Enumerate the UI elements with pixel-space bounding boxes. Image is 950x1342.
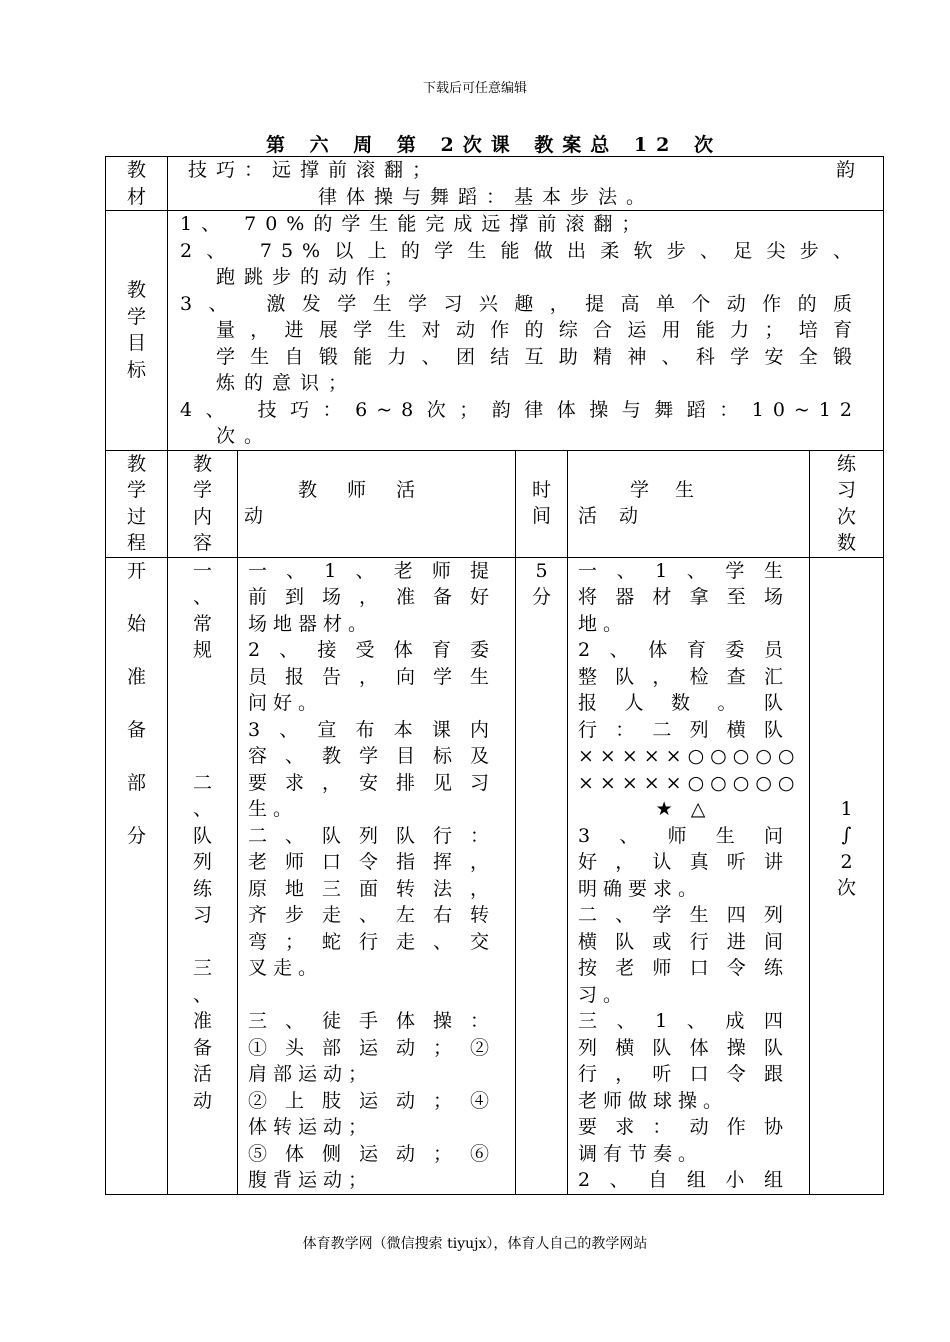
goals-line: 2、 75%以上的学生能做出柔软步、足尖步、 xyxy=(180,239,862,262)
student-activity-line: 将器材拿至场 xyxy=(578,586,789,608)
teacher-activity-line: 原地三面转法， xyxy=(248,877,495,900)
teacher-activity-line: 叉走。 xyxy=(248,957,324,979)
start-content xyxy=(168,557,238,1194)
start-reps xyxy=(810,557,884,1194)
teacher-activity-line: 问好。 xyxy=(248,692,324,714)
student-activity-line: 地。 xyxy=(578,612,629,635)
teacher-activity-line: 弯；蛇行走、交 xyxy=(248,930,495,953)
student-activity xyxy=(568,557,810,1194)
teacher-activity-line: 3、宣布本课内 xyxy=(248,718,495,741)
goals-row xyxy=(106,211,884,451)
start-content-char: 、 xyxy=(192,798,212,820)
teacher-activity-line: 体转运动； xyxy=(248,1116,374,1138)
time-header xyxy=(516,450,568,557)
process-header-char: 学 xyxy=(126,479,146,501)
start-part-char xyxy=(106,690,167,717)
student-activity-line: 老师做球操。 xyxy=(578,1089,729,1112)
reps-header xyxy=(810,450,884,557)
student-activity-line: 按老师口令练 xyxy=(578,957,789,979)
start-content-char: 二 xyxy=(192,771,212,794)
goals-content xyxy=(168,211,884,451)
start-content-char: 、 xyxy=(192,983,212,1006)
student-activity-line: 二、学生四列 xyxy=(578,904,789,926)
student-activity-line: ★ △ xyxy=(655,798,712,820)
student-activity-line: 行：二列横队 xyxy=(578,718,789,741)
start-content-char: 三 xyxy=(192,957,212,979)
teacher-activity-line: 老师口令指挥， xyxy=(248,851,495,873)
material-row xyxy=(106,157,884,211)
content-header-char: 学 xyxy=(192,479,212,501)
teacher-activity-line: 肩部运动； xyxy=(248,1063,374,1085)
teacher-activity-line: 2、接受体育委 xyxy=(248,639,495,661)
goals-label-char: 目 xyxy=(126,332,146,355)
goals-label-char: 教 xyxy=(126,279,146,302)
start-reps-char: ∫ xyxy=(841,824,852,846)
start-part-char xyxy=(106,743,167,770)
student-header-line2: 活 动 xyxy=(578,505,647,527)
time-header-char: 间 xyxy=(531,505,551,527)
teacher-activity-line: 一、1、老师提 xyxy=(248,559,495,582)
goals-line: 3、 激发学生学习兴趣，提高单个动作的质 xyxy=(180,292,862,315)
start-part-char: 部 xyxy=(126,771,146,794)
material-line1-tail: 韵 xyxy=(836,159,856,181)
goals-line: 量，进展学生对动作的综合运用能力；培育 xyxy=(216,319,862,341)
student-activity-line: 调有节奏。 xyxy=(578,1142,704,1165)
reps-header-char: 数 xyxy=(837,532,857,554)
content-header-char: 教 xyxy=(192,452,212,475)
start-part-char xyxy=(106,637,167,664)
reps-header-char: 次 xyxy=(837,505,857,528)
start-reps-char: 2 xyxy=(840,850,853,873)
student-activity-line: 列横队体操队 xyxy=(578,1036,789,1059)
student-activity-line: 三、1、成四 xyxy=(578,1010,789,1032)
student-activity-line: ×××××○○○○○ xyxy=(578,771,801,794)
start-content-char: 动 xyxy=(192,1089,212,1112)
content-header xyxy=(168,450,238,557)
start-reps-char: 次 xyxy=(837,877,857,899)
teacher-activity xyxy=(238,557,516,1194)
process-header-row xyxy=(106,450,884,557)
student-header-line1: 学 生 xyxy=(630,478,705,501)
start-content-char: 准 xyxy=(192,1010,212,1032)
goals-line: 1、 70%的学生能完成远撑前滚翻； xyxy=(180,213,650,235)
start-part-char: 始 xyxy=(126,612,146,635)
start-content-char xyxy=(168,717,237,744)
teacher-activity-line: 腹背运动； xyxy=(248,1169,374,1191)
teacher-activity-line: 三、徒手体操： xyxy=(248,1010,495,1032)
start-content-char xyxy=(168,929,237,956)
start-content-char: 备 xyxy=(192,1036,212,1059)
teacher-activity-line: 场地器材。 xyxy=(248,612,374,635)
material-label xyxy=(106,157,168,211)
teacher-activity-header xyxy=(238,450,516,557)
goals-line: 跑跳步的动作； xyxy=(216,266,413,288)
start-part-char: 准 xyxy=(126,665,146,688)
start-content-char: 练 xyxy=(192,877,212,900)
student-activity-line: 横队或行进间 xyxy=(578,930,789,953)
material-line2: 律体操与舞蹈：基本步法。 xyxy=(318,185,655,208)
teacher-activity-line: ⑤体侧运动；⑥ xyxy=(248,1142,495,1165)
start-content-char xyxy=(168,664,237,691)
footer-text: 体育教学网（微信搜索 tiyujx），体育人自己的教学网站 xyxy=(302,1236,648,1252)
process-header xyxy=(106,450,168,557)
student-activity-line: 一、1、学生 xyxy=(578,559,789,582)
reps-header-char: 习 xyxy=(837,479,857,501)
teacher-activity-line: ①头部运动；② xyxy=(248,1036,495,1059)
teacher-activity-line: 员报告，向学生 xyxy=(248,665,495,688)
start-content-char: 、 xyxy=(192,586,212,608)
teacher-activity-line: 要求，安排见习 xyxy=(248,771,495,794)
student-activity-header xyxy=(568,450,810,557)
start-content-char: 队 xyxy=(192,824,212,847)
student-activity-line: 明确要求。 xyxy=(578,877,704,900)
material-content xyxy=(168,157,884,211)
teacher-activity-line: 前到场，准备好 xyxy=(248,586,495,608)
student-activity-line: 要求：动作协 xyxy=(578,1116,789,1138)
content-header-char: 容 xyxy=(192,532,212,554)
teacher-activity-line: 二、队列队行： xyxy=(248,824,495,847)
lesson-plan-table xyxy=(105,156,884,1195)
start-content-char: 一 xyxy=(192,559,212,582)
student-activity-line: ×××××○○○○○ xyxy=(578,745,801,767)
student-activity-line: 好，认真听讲 xyxy=(578,851,789,873)
material-label-char: 教 xyxy=(126,159,146,181)
start-section-row xyxy=(106,557,884,1194)
student-activity-line: 2、体育委员 xyxy=(578,639,789,661)
goals-label xyxy=(106,211,168,451)
goals-line: 4、 技巧：6~8次；韵律体操与舞蹈：10~12 xyxy=(180,398,862,421)
start-part-char: 备 xyxy=(126,718,146,741)
start-part-char: 分 xyxy=(126,824,146,847)
start-reps-char: 1 xyxy=(840,797,853,820)
teacher-header-line1: 教 师 活 xyxy=(298,478,428,501)
start-content-char xyxy=(168,690,237,717)
material-line1: 技巧：远撑前滚翻； xyxy=(188,159,441,181)
goals-line: 次。 xyxy=(216,425,273,447)
time-header-char: 时 xyxy=(531,478,551,501)
goals-label-char: 标 xyxy=(126,358,146,381)
start-content-char: 规 xyxy=(192,639,212,661)
header-note: 下载后可任意编辑 xyxy=(422,81,527,96)
teacher-activity-line: 容、教学目标及 xyxy=(248,745,495,767)
student-activity-line: 2、自组小组 xyxy=(578,1169,789,1191)
student-activity-line: 报人数。队 xyxy=(578,692,789,714)
goals-line: 炼的意识； xyxy=(216,372,357,394)
process-header-char: 程 xyxy=(126,532,146,554)
start-time-char: 分 xyxy=(531,586,551,608)
start-content-char xyxy=(168,743,237,770)
teacher-header-line2: 动 xyxy=(244,505,264,527)
student-activity-line: 行，听口令跟 xyxy=(578,1063,789,1085)
lesson-title: 第 六 周 第 2次课 教案总 12 次 xyxy=(266,134,722,156)
content-header-char: 内 xyxy=(192,505,212,528)
student-activity-line: 3、师生问 xyxy=(578,824,789,847)
start-part-char xyxy=(106,584,167,611)
teacher-activity-line: 齐步走、左右转 xyxy=(248,904,495,926)
start-part-char xyxy=(106,796,167,823)
start-content-char: 习 xyxy=(192,904,212,926)
start-part-char: 开 xyxy=(126,559,146,582)
process-header-char: 过 xyxy=(126,505,146,528)
teacher-activity-line: 生。 xyxy=(248,798,299,820)
start-content-char: 常 xyxy=(192,612,212,635)
goals-label-char: 学 xyxy=(126,305,146,328)
student-activity-line: 整队，检查汇 xyxy=(578,665,789,688)
teacher-activity-line: ②上肢运动；④ xyxy=(248,1089,495,1112)
teacher-activity-line xyxy=(248,982,495,1009)
start-time xyxy=(516,557,568,1194)
student-activity-line: 习。 xyxy=(578,983,629,1006)
start-time-char: 5 xyxy=(535,559,548,582)
start-content-char: 活 xyxy=(192,1063,212,1085)
material-label-char: 材 xyxy=(126,185,146,208)
goals-line: 学生自锻能力、团结互助精神、科学安全锻 xyxy=(216,345,862,368)
reps-header-char: 练 xyxy=(837,452,857,475)
start-content-char: 列 xyxy=(192,851,212,873)
start-part-label xyxy=(106,557,168,1194)
process-header-char: 教 xyxy=(126,452,146,475)
